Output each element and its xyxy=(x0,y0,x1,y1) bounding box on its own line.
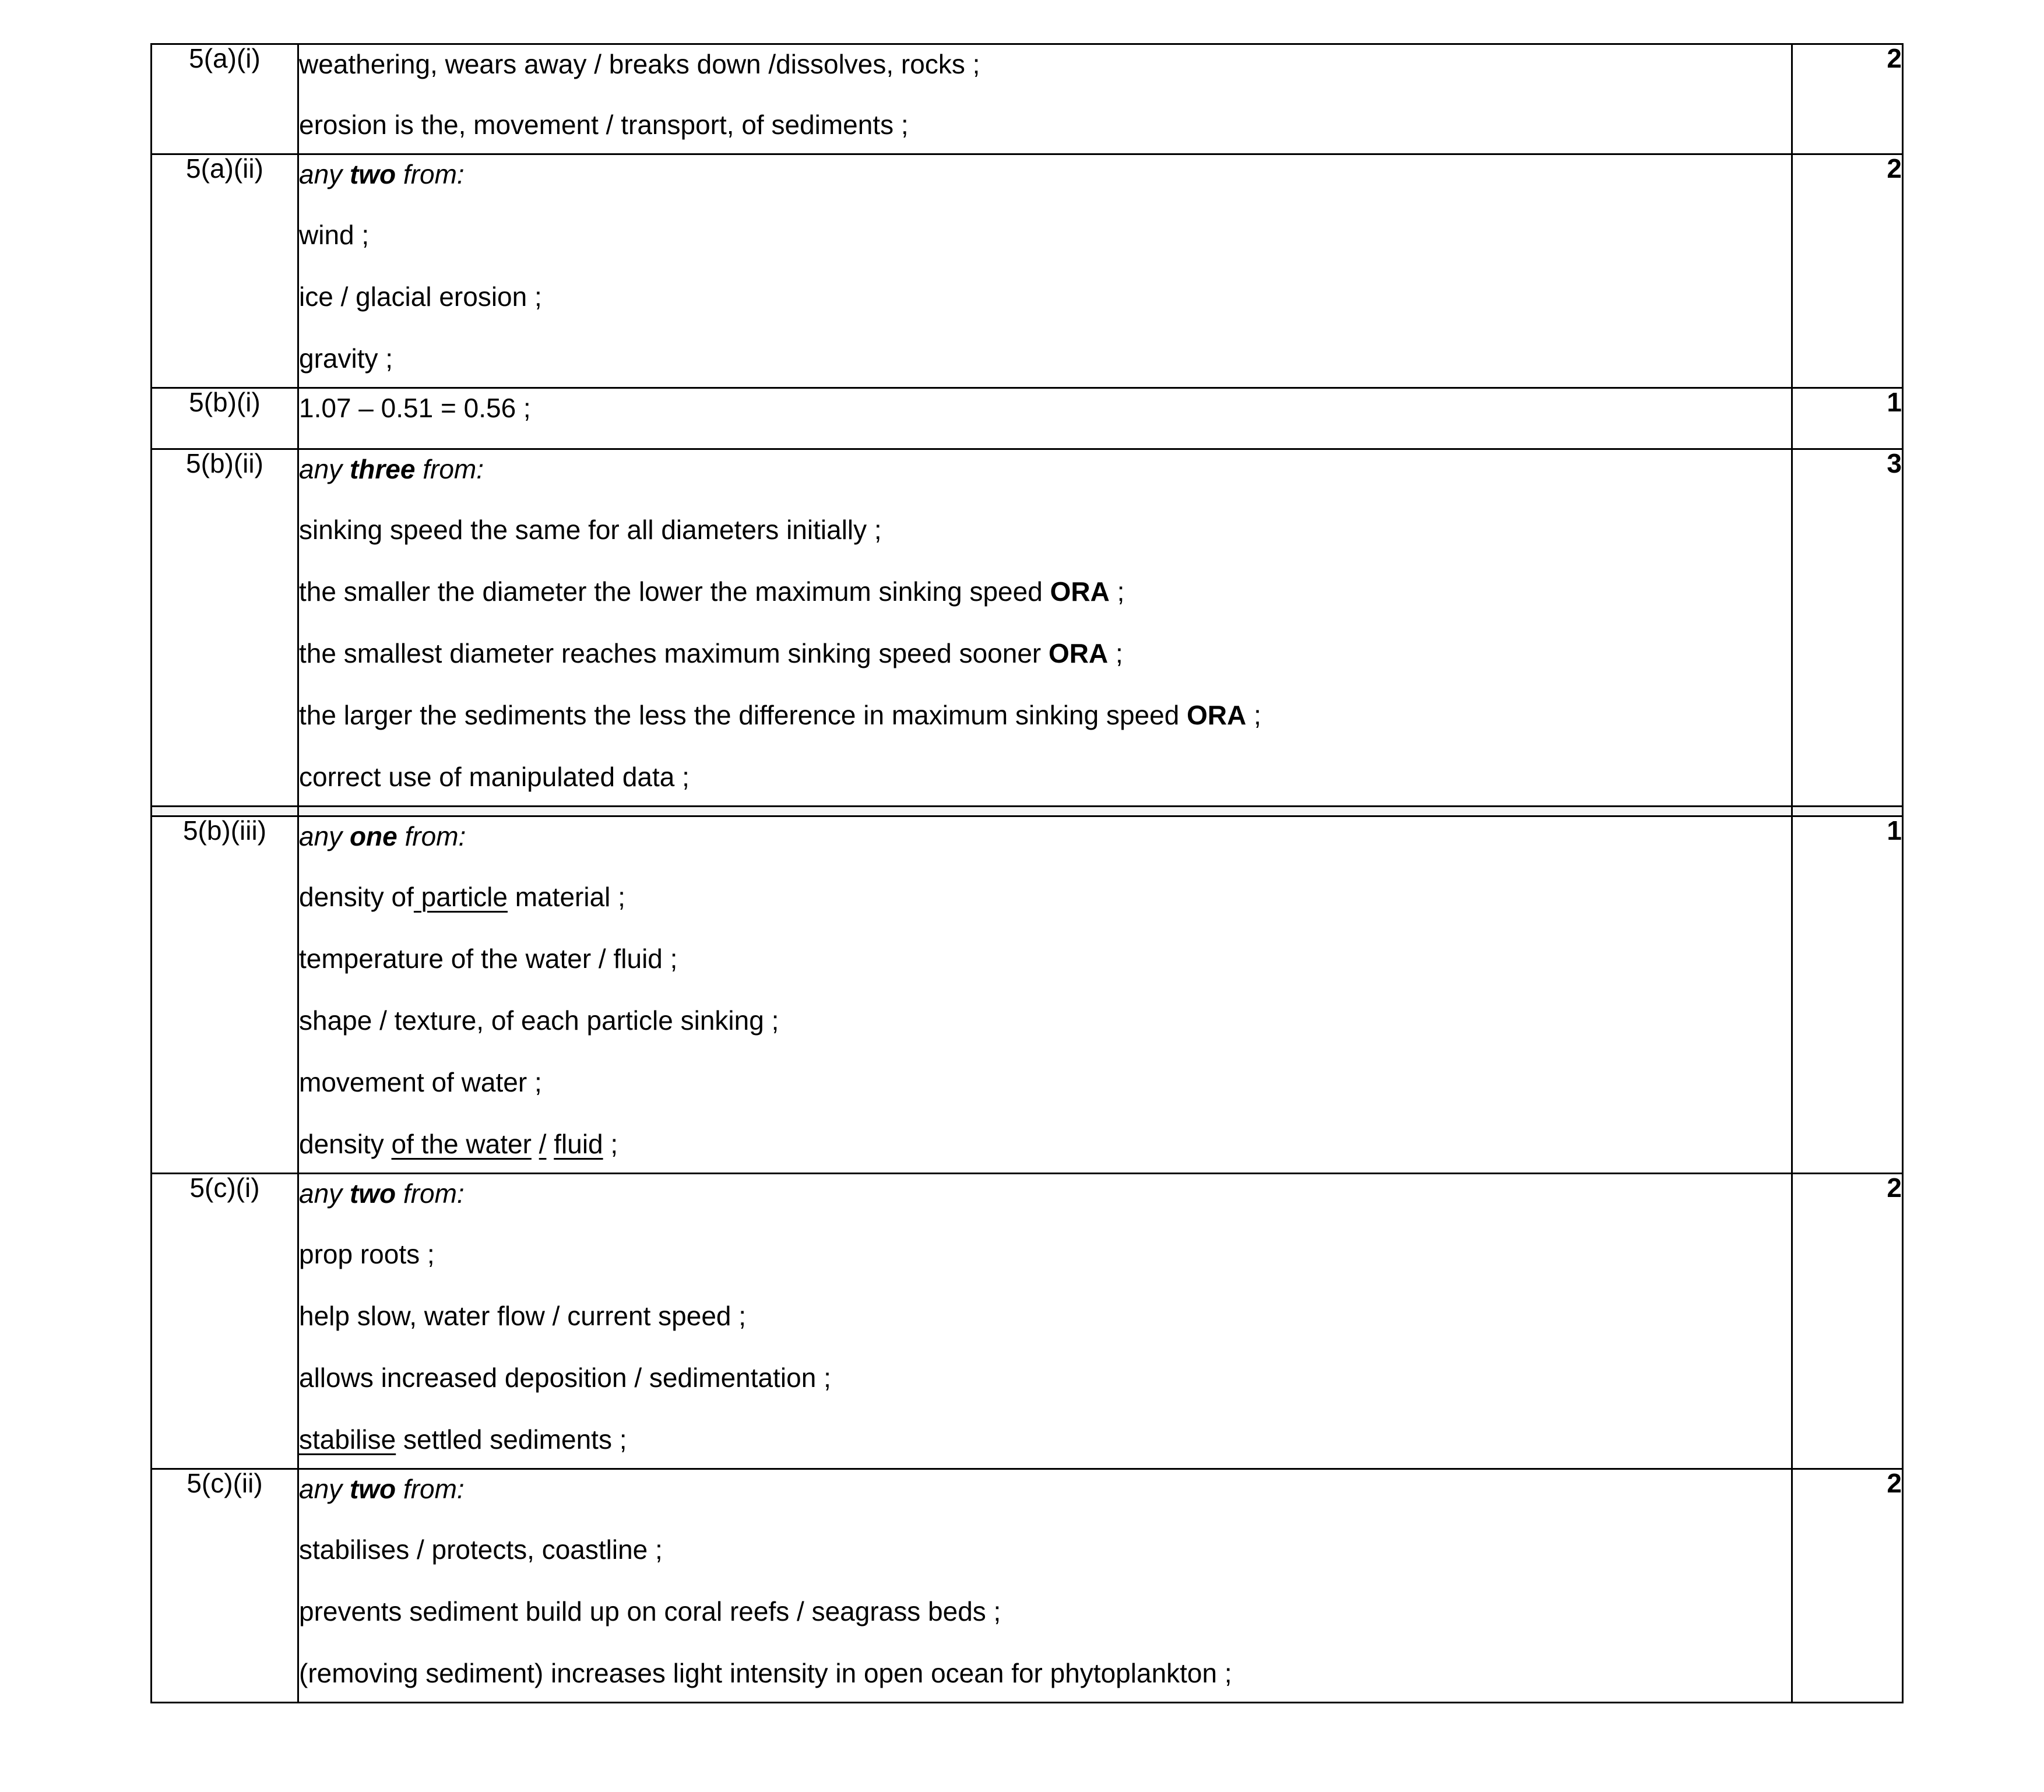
answer-line: 1.07 – 0.51 = 0.56 ; xyxy=(299,393,531,423)
answer-line: erosion is the, movement / transport, of sediments ; xyxy=(299,110,909,140)
answer-end: ; xyxy=(603,1129,618,1159)
question-number: 5(c)(ii) xyxy=(152,1469,298,1703)
answer-text: density of xyxy=(299,882,414,912)
answer-intro xyxy=(299,817,1791,878)
intro-pre: any xyxy=(299,159,350,189)
answer-cell xyxy=(298,44,1792,154)
answer-intro xyxy=(299,1470,1791,1530)
marks-value: 2 xyxy=(1792,154,1903,388)
answer-line: wind ; xyxy=(299,220,370,250)
divider-cell xyxy=(1792,807,1903,816)
answer-text xyxy=(532,1129,539,1159)
intro-key: two xyxy=(349,1178,396,1209)
divider-cell xyxy=(298,807,1792,816)
page-break-divider xyxy=(152,807,1903,816)
intro-key: one xyxy=(349,821,397,851)
answer-end: ; xyxy=(1109,576,1125,607)
divider-cell xyxy=(152,807,298,816)
answer-text xyxy=(546,1129,554,1159)
answer-line: gravity ; xyxy=(299,343,393,374)
question-number: 5(a)(i) xyxy=(152,44,298,154)
question-number: 5(b)(i) xyxy=(152,388,298,449)
intro-post: from: xyxy=(415,454,484,484)
marks-value: 1 xyxy=(1792,388,1903,449)
answer-line xyxy=(299,1125,1791,1173)
answer-line xyxy=(299,1420,1791,1468)
intro-post: from: xyxy=(396,1474,465,1504)
marks-value: 2 xyxy=(1792,44,1903,154)
underlined-text: stabilise xyxy=(299,1424,396,1455)
answer-line xyxy=(299,634,1791,696)
answer-line xyxy=(299,878,1791,939)
answer-cell xyxy=(298,1174,1792,1469)
intro-key: two xyxy=(349,159,396,189)
table-row xyxy=(152,1174,1903,1469)
table-row xyxy=(152,44,1903,154)
answer-line: movement of water ; xyxy=(299,1067,542,1097)
answer-line: allows increased deposition / sedimentation ; xyxy=(299,1363,831,1393)
answer-line: help slow, water flow / current speed ; xyxy=(299,1301,747,1331)
marks-value: 2 xyxy=(1792,1469,1903,1703)
marks-value: 1 xyxy=(1792,816,1903,1174)
intro-pre: any xyxy=(299,1178,350,1209)
answer-end: material ; xyxy=(507,882,625,912)
answer-intro xyxy=(299,450,1791,511)
marks-value: 2 xyxy=(1792,1174,1903,1469)
answer-cell xyxy=(298,154,1792,388)
answer-line: weathering, wears away / breaks down /dissolves, rocks ; xyxy=(299,49,980,79)
marks-value: 3 xyxy=(1792,449,1903,807)
answer-intro xyxy=(299,155,1791,216)
question-number: 5(c)(i) xyxy=(152,1174,298,1469)
mark-scheme-table xyxy=(150,43,1904,1703)
intro-key: three xyxy=(349,454,416,484)
intro-post: from: xyxy=(396,1178,465,1209)
intro-key: two xyxy=(349,1474,396,1504)
answer-intro xyxy=(299,1174,1791,1235)
question-number: 5(b)(iii) xyxy=(152,816,298,1174)
answer-cell xyxy=(298,388,1792,449)
underlined-text: particle xyxy=(413,882,508,912)
underlined-text: fluid xyxy=(554,1129,603,1159)
answer-line: stabilises / protects, coastline ; xyxy=(299,1534,663,1565)
intro-pre: any xyxy=(299,1474,350,1504)
answer-line: ice / glacial erosion ; xyxy=(299,281,542,312)
answer-text: the smallest diameter reaches maximum sinking speed sooner xyxy=(299,638,1049,668)
answer-cell xyxy=(298,1469,1792,1703)
answer-text: the smaller the diameter the lower the maximum sinking speed xyxy=(299,576,1050,607)
answer-cell xyxy=(298,816,1792,1174)
answer-line: shape / texture, of each particle sinking ; xyxy=(299,1005,779,1036)
answer-line: correct use of manipulated data ; xyxy=(299,762,689,792)
underlined-text: / xyxy=(539,1129,547,1159)
answer-line: prop roots ; xyxy=(299,1239,435,1269)
answer-line: prevents sediment build up on coral reefs / seagrass beds ; xyxy=(299,1596,1001,1626)
answer-line xyxy=(299,572,1791,634)
ora-label: ORA xyxy=(1050,576,1110,607)
ora-label: ORA xyxy=(1049,638,1109,668)
table-row xyxy=(152,388,1903,449)
answer-line: temperature of the water / fluid ; xyxy=(299,943,678,974)
answer-cell xyxy=(298,449,1792,807)
answer-end: settled sediments ; xyxy=(396,1424,627,1455)
answer-line xyxy=(299,696,1791,758)
underlined-text: of the water xyxy=(391,1129,532,1159)
answer-text: the larger the sediments the less the difference in maximum sinking speed xyxy=(299,700,1187,730)
intro-post: from: xyxy=(396,159,465,189)
table-row xyxy=(152,1469,1903,1703)
question-number: 5(b)(ii) xyxy=(152,449,298,807)
answer-end: ; xyxy=(1108,638,1123,668)
ora-label: ORA xyxy=(1187,700,1247,730)
intro-post: from: xyxy=(397,821,466,851)
intro-pre: any xyxy=(299,821,350,851)
answer-end: ; xyxy=(1246,700,1261,730)
table-row xyxy=(152,816,1903,1174)
answer-text: density xyxy=(299,1129,392,1159)
table-row xyxy=(152,154,1903,388)
answer-line: (removing sediment) increases light intensity in open ocean for phytoplankton ; xyxy=(299,1658,1232,1688)
intro-pre: any xyxy=(299,454,350,484)
table-row xyxy=(152,449,1903,807)
answer-line: sinking speed the same for all diameters initially ; xyxy=(299,515,882,545)
question-number: 5(a)(ii) xyxy=(152,154,298,388)
